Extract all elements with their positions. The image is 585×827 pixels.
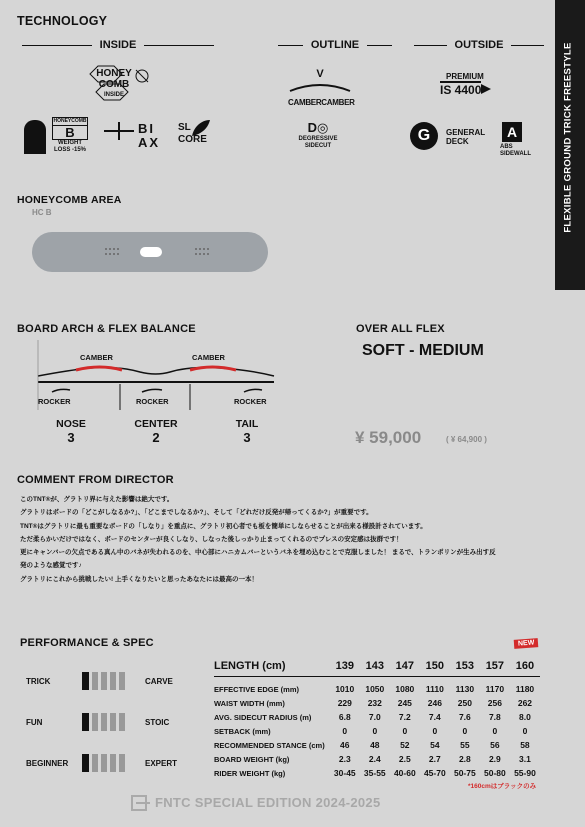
- spec-row-label: BOARD WEIGHT (kg): [214, 754, 290, 764]
- spec-cell: 50-75: [453, 768, 476, 778]
- degressive-line2: SIDECUT: [304, 143, 332, 149]
- outline-label: OUTLINE: [310, 39, 360, 51]
- overall-flex-value: SOFT - MEDIUM: [362, 342, 484, 359]
- spec-row-label: SETBACK (mm): [214, 726, 271, 736]
- honeycomb-logo-line1: HONEY: [96, 68, 132, 79]
- performance-bars: [26, 668, 196, 776]
- degressive-line1: DEGRESSIVE: [298, 136, 338, 142]
- side-banner: [555, 0, 585, 290]
- spec-cell: 256: [487, 698, 502, 708]
- spec-row-label: EFFECTIVE EDGE (mm): [214, 684, 300, 694]
- spec-cell: 1180: [515, 684, 535, 694]
- comment-line: 更にキャンバーの欠点である真ん中のバネが失われるのを、中心部にハニカムバーというバネを埋め込むことで克服しました！ まるで、トランポリンが生み出す反: [20, 549, 496, 557]
- spec-row-label: RIDER WEIGHT (kg): [214, 768, 286, 778]
- honeycomb-inside-logo: [84, 62, 154, 106]
- spec-cell: 0: [402, 726, 408, 736]
- overall-flex-title: OVER ALL FLEX: [356, 323, 445, 335]
- spec-cell: 7.2: [398, 712, 411, 722]
- comment-line: ただ柔らかいだけではなく、ボードのセンターが良くしなり、しなった後しっかり止まってくれるのでプレスの安定感は抜群です！: [20, 535, 403, 543]
- spec-cell: 0: [492, 726, 498, 736]
- spec-cell: 2.9: [488, 754, 501, 764]
- spec-cell: 50-80: [483, 768, 506, 778]
- spec-cell: 8.0: [519, 712, 531, 722]
- spec-length: 139: [330, 656, 360, 677]
- biax-line1: BI: [138, 121, 155, 136]
- spec-cell: 6.8: [338, 712, 351, 722]
- camber-arch-icon: [288, 83, 352, 93]
- spec-header-label: LENGTH (cm): [214, 656, 330, 677]
- spec-header-row: [214, 656, 540, 677]
- abs-line1: ABS: [500, 144, 513, 150]
- premium-label: PREMIUM: [446, 72, 484, 81]
- spec-row-label: AVG. SIDECUT RADIUS (m): [214, 712, 312, 722]
- arch-tail-label: TAIL: [235, 418, 259, 430]
- camber-camber-logo: [288, 68, 355, 107]
- comment-line: 発のような感覚です♪: [20, 562, 82, 570]
- perf-row-fun: [26, 709, 196, 735]
- spec-length: 150: [420, 656, 450, 677]
- performance-title: PERFORMANCE & SPEC: [20, 637, 154, 649]
- perf-left-label: FUN: [26, 717, 43, 727]
- arrow-right-icon: [481, 81, 497, 97]
- spec-row-label: WAIST WIDTH (mm): [214, 698, 285, 708]
- spec-cell: 2.5: [398, 754, 411, 764]
- camber-label-left: CAMBER: [80, 353, 113, 362]
- honeycomb-logo-line3: INSIDE: [103, 92, 124, 98]
- spec-cell: 1080: [395, 684, 415, 694]
- arch-center-label: CENTER: [134, 418, 178, 430]
- general-deck-line1: GENERAL: [446, 128, 486, 137]
- spec-row: [214, 696, 540, 710]
- biax-logo: [138, 122, 160, 150]
- spec-cell: 3.1: [519, 754, 531, 764]
- comment-body: [20, 493, 540, 586]
- camber-label-right: CAMBER: [192, 353, 225, 362]
- spec-cell: 246: [427, 698, 442, 708]
- perf-bar: [82, 672, 125, 690]
- spec-cell: 0: [342, 726, 348, 736]
- arch-title: BOARD ARCH & FLEX BALANCE: [17, 323, 196, 335]
- spec-cell: 1130: [455, 684, 475, 694]
- insert-holes-left: [104, 247, 124, 257]
- spec-cell: 40-60: [393, 768, 416, 778]
- camber-red-left: [76, 367, 122, 370]
- spec-cell: 1050: [365, 684, 385, 694]
- premium-is4400-logo: [440, 72, 497, 97]
- general-deck-label: [446, 128, 485, 146]
- spec-row: [214, 738, 540, 752]
- spec-cell: 0: [462, 726, 468, 736]
- outside-heading: [414, 39, 544, 51]
- spec-cell: 232: [367, 698, 382, 708]
- spec-table: [214, 656, 540, 780]
- biax-line2: AX: [138, 135, 161, 150]
- perf-bar: [82, 754, 125, 772]
- rocker-label-tail: ROCKER: [234, 397, 267, 406]
- spec-length: 160: [510, 656, 540, 677]
- spec-cell: 2.7: [428, 754, 441, 764]
- spec-cell: 56: [490, 740, 500, 750]
- spec-length: 147: [390, 656, 420, 677]
- spec-cell: 54: [430, 740, 440, 750]
- outside-label: OUTSIDE: [454, 39, 504, 51]
- perf-right-label: STOIC: [145, 717, 170, 727]
- arch-board-line: [38, 368, 274, 377]
- spec-length: 143: [360, 656, 390, 677]
- abs-a-icon: A: [502, 122, 522, 142]
- camber-v-letter: V: [316, 68, 324, 80]
- spec-note: *160cmはブラックのみ: [468, 783, 537, 790]
- spec-cell: 30-45: [333, 768, 356, 778]
- arch-nose-value: 3: [67, 430, 75, 445]
- spec-cell: 1110: [425, 684, 444, 694]
- board-tip-icon: [24, 120, 46, 154]
- spec-row-label: RECOMMENDED STANCE (cm): [214, 740, 325, 750]
- spec-cell: 2.8: [458, 754, 471, 764]
- comment-line: このTNT®が、グラトリ界に与えた影響は絶大です。: [20, 496, 174, 503]
- technology-title: TECHNOLOGY: [17, 14, 108, 28]
- spec-cell: 7.4: [428, 712, 441, 722]
- rocker-label-nose: ROCKER: [38, 397, 71, 406]
- honeycomb-b-badge: [52, 117, 88, 154]
- spec-cell: 35-55: [363, 768, 386, 778]
- arch-tail-value: 3: [243, 430, 251, 445]
- hcb-badge-letter: B: [52, 126, 88, 140]
- honeycomb-logo-line2: COMB: [98, 79, 130, 90]
- spec-cell: 7.8: [488, 712, 501, 722]
- spec-cell: 7.0: [368, 712, 381, 722]
- spec-cell: 45-70: [423, 768, 446, 778]
- price-main: ¥ 59,000: [355, 428, 422, 447]
- spec-cell: 229: [337, 698, 352, 708]
- footer-edition: FNTC SPECIAL EDITION 2024-2025: [155, 795, 381, 810]
- fntc-logo-icon: [130, 793, 152, 813]
- spec-cell: 0: [432, 726, 438, 736]
- perf-right-label: CARVE: [145, 676, 173, 686]
- biax-line-v: [118, 122, 120, 140]
- rocker-label-center: ROCKER: [136, 397, 169, 406]
- camber-label: CAMBERCAMBER: [288, 98, 355, 107]
- spec-cell: 7.6: [458, 712, 471, 722]
- honeycomb-center-area: [140, 247, 162, 257]
- spec-row: [214, 682, 540, 696]
- board-outline: [32, 232, 268, 272]
- spec-cell: 250: [457, 698, 472, 708]
- arch-nose-label: NOSE: [56, 418, 86, 430]
- perf-row-trick: [26, 668, 196, 694]
- spec-cell: 48: [370, 740, 380, 750]
- spec-row: [214, 724, 540, 738]
- spec-cell: 0: [522, 726, 528, 736]
- spec-cell: 245: [397, 698, 412, 708]
- perf-left-label: BEGINNER: [26, 758, 69, 768]
- perf-row-beginner: [26, 750, 196, 776]
- spec-cell: 1010: [335, 684, 355, 694]
- spec-cell: 55: [460, 740, 470, 750]
- degressive-sidecut-logo: [298, 120, 338, 150]
- spec-cell: 262: [517, 698, 533, 708]
- inside-heading: [22, 39, 214, 51]
- outline-heading: [278, 39, 392, 51]
- abs-line2: SIDEWALL: [500, 151, 531, 157]
- camber-red-right: [190, 367, 236, 370]
- price-tax: ( ¥ 64,900 ): [446, 435, 487, 444]
- hcb-badge-weight: WEIGHT: [58, 140, 82, 146]
- spec-cell: 58: [520, 740, 530, 750]
- comment-line: グラトリにこれから挑戦したい! 上手くなりたいと思ったあなたには最高の一本！: [20, 575, 258, 583]
- perf-bar: [82, 713, 125, 731]
- new-badge: NEW: [514, 638, 539, 649]
- spec-length: 157: [480, 656, 510, 677]
- slcore-line2: CORE: [178, 134, 207, 145]
- hcb-badge-loss: LOSS -15%: [53, 147, 86, 153]
- spec-cell: 2.3: [338, 754, 351, 764]
- comment-line: グラトリはボードの「どこがしなるか?」、「どこまでしなるか?」、そして「どれだけ反発が帰ってくるか?」が重要です。: [20, 509, 373, 517]
- hcb-badge-title: HONEYCOMB: [53, 118, 87, 124]
- arch-tail: [226, 418, 268, 445]
- side-banner-text: FLEXIBLE GROUND TRICK FREESTYLE: [562, 42, 574, 233]
- comment-line: TNT®はグラトリに最も重要なボードの「しなり」を重点に、グラトリ初心者でも板を簡単にしならせることが出来る様設計されています。: [20, 522, 427, 530]
- spec-cell: 46: [340, 740, 350, 750]
- arch-nose: [50, 418, 92, 445]
- degressive-icon: D◎: [307, 120, 329, 135]
- slcore-line1: SL: [178, 122, 191, 133]
- inside-label: INSIDE: [99, 39, 137, 51]
- arch-center: [130, 418, 182, 445]
- spec-length: 153: [450, 656, 480, 677]
- comment-title: COMMENT FROM DIRECTOR: [17, 474, 174, 486]
- spec-cell: 52: [400, 740, 410, 750]
- perf-right-label: EXPERT: [145, 758, 178, 768]
- spec-cell: 1170: [485, 684, 505, 694]
- spec-cell: 2.4: [368, 754, 381, 764]
- arch-center-value: 2: [152, 430, 160, 445]
- spec-cell: 0: [372, 726, 378, 736]
- spec-row: [214, 766, 540, 780]
- general-deck-line2: DECK: [446, 137, 469, 146]
- perf-left-label: TRICK: [26, 676, 51, 686]
- spec-cell: 55-90: [514, 768, 536, 778]
- honeycomb-area-label: HC B: [32, 208, 52, 217]
- honeycomb-area-title: HONEYCOMB AREA: [17, 194, 122, 206]
- spec-row: [214, 710, 540, 724]
- insert-holes-right: [194, 247, 214, 257]
- general-deck-g-icon: G: [410, 122, 438, 150]
- spec-row: [214, 752, 540, 766]
- abs-sidewall-label: [500, 144, 531, 158]
- leaf-icon: [190, 118, 212, 138]
- is4400-label: IS 4400: [440, 83, 482, 97]
